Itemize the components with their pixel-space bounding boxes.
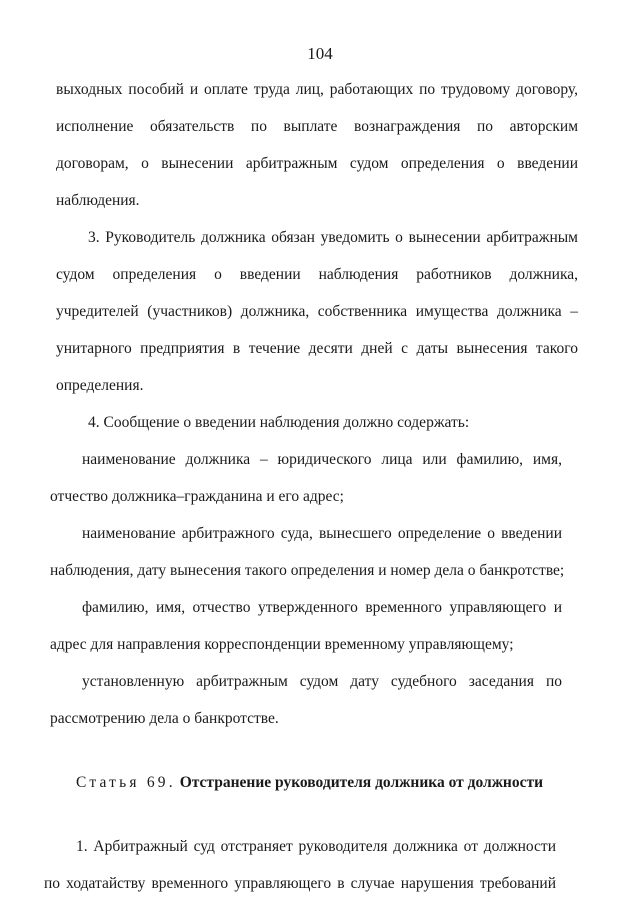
article-title: Отстранение руководителя должника от должности — [179, 774, 544, 791]
text-line: судом определения о введении наблюдения работников должника, — [56, 266, 578, 283]
text-line: адрес для направления корреспонденции временному управляющему; — [50, 636, 514, 653]
text-line: определения. — [56, 377, 144, 394]
text-line: 1. Арбитражный суд отстраняет руководителя должника от должности — [76, 838, 556, 855]
text-line: отчество должника–гражданина и его адрес; — [50, 488, 344, 505]
text-line: установленную арбитражным судом дату судебного заседания по — [82, 673, 562, 690]
text-line: исполнение обязательств по выплате вознаграждения по авторским — [56, 118, 578, 135]
text-line: наблюдения, дату вынесения такого определения и номер дела о банкротстве; — [50, 562, 565, 579]
text-line: рассмотрению дела о банкротстве. — [50, 710, 279, 727]
text-line: 3. Руководитель должника обязан уведомить о вынесении арбитражным — [88, 229, 578, 246]
article-label: Статья 69. — [76, 774, 176, 791]
text-line: наблюдения. — [56, 192, 140, 209]
text-line: 4. Сообщение о введении наблюдения должно содержать: — [88, 414, 470, 431]
text-line: выходных пособий и оплате труда лиц, работающих по трудовому договору, — [56, 81, 578, 98]
text-line: учредителей (участников) должника, собственника имущества должника – — [56, 303, 578, 320]
article-heading — [76, 773, 543, 793]
text-line: фамилию, имя, отчество утвержденного временного управляющего и — [82, 599, 562, 616]
text-line: договорам, о вынесении арбитражным судом определения о введении — [56, 155, 578, 172]
text-line: унитарного предприятия в течение десяти дней с даты вынесения такого — [56, 340, 578, 357]
page-number: 104 — [307, 44, 333, 63]
text-line: по ходатайству временного управляющего в случае нарушения требований — [44, 875, 556, 892]
text-line: наименование арбитражного суда, вынесшего определение о введении — [82, 525, 562, 542]
text-line: наименование должника – юридического лица или фамилию, имя, — [82, 451, 562, 468]
